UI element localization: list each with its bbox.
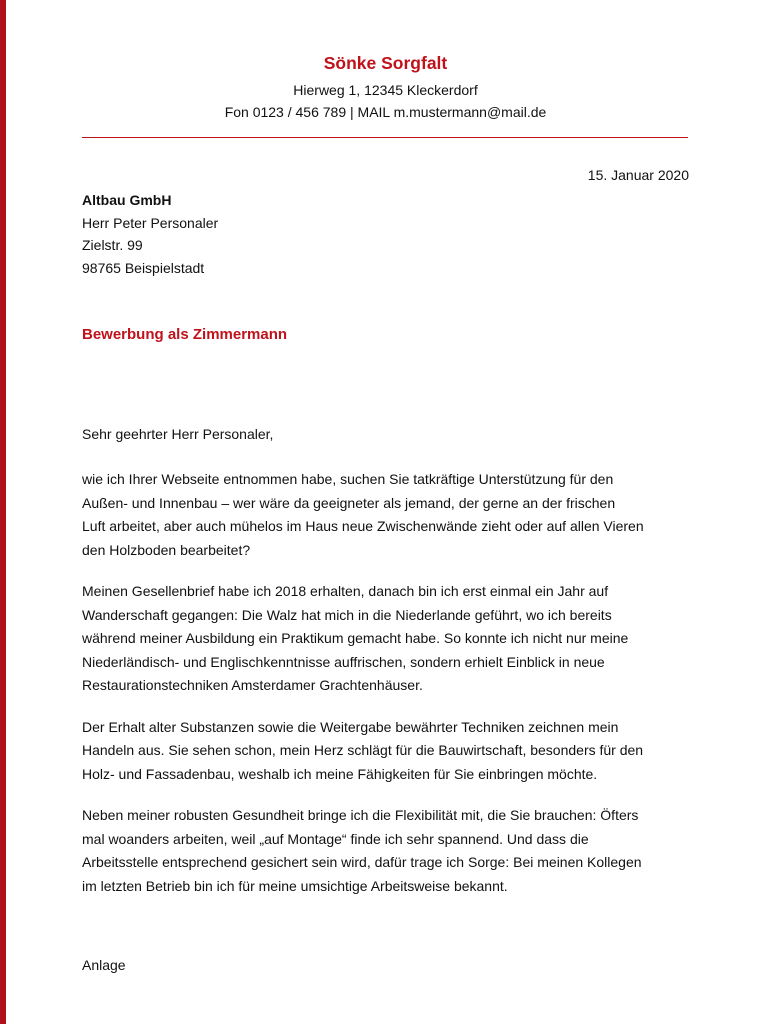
sender-contact: Fon 0123 / 456 789 | MAIL m.mustermann@mail.de (224, 104, 547, 120)
recipient-city: 98765 Beispielstadt (82, 259, 205, 276)
header-divider (82, 137, 688, 138)
letter-date: 15. Januar 2020 (587, 167, 689, 183)
body-paragraph: Der Erhalt alter Substanzen sowie die Weitergabe bewährter Techniken zeichnen mein Handeln aus. Sie sehen schon, mein Herz schlägt für die Bauwirtschaft, besonders für den Holz- und Fassadenbau, weshalb ich meine Fähigkeiten für Sie einbringen möchte. (82, 718, 644, 782)
recipient-street: Zielstr. 99 (82, 237, 143, 253)
sender-name: Sönke Sorgfalt (323, 53, 448, 73)
accent-side-bar (0, 0, 6, 1024)
letter-body (82, 468, 702, 916)
sender-address: Hierweg 1, 12345 Kleckerdorf (293, 82, 478, 98)
salutation: Sehr geehrter Herr Personaler, (82, 426, 274, 442)
body-paragraph: wie ich Ihrer Webseite entnommen habe, suchen Sie tatkräftige Unterstützung für den Außen- und Innenbau – wer wäre da geeigneter als jemand, der gerne an der frischen Luft arbeitet, aber auch mühelos im Haus neue Zwischenwände zieht oder auf allen Vieren den Holzboden bearbeitet? (82, 471, 644, 558)
body-paragraph: Neben meiner robusten Gesundheit bringe ich die Flexibilität mit, die Sie brauchen: Öfters mal woanders arbeiten, weil „auf Montage“ finde ich sehr spannend. Und dass die Arbeitsstelle entsprechend gesichert sein wird, dafür trage ich Sorge: Bei meinen Kollegen im letzten Betrieb bin ich für meine umsichtige Arbeitsweise bekannt. (82, 807, 642, 894)
recipient-block (82, 189, 218, 279)
letter-subject: Bewerbung als Zimmermann (82, 326, 288, 343)
recipient-person: Herr Peter Personaler (82, 214, 219, 231)
enclosure-label: Anlage (82, 957, 126, 973)
recipient-company: Altbau GmbH (82, 192, 172, 208)
body-paragraph: Meinen Gesellenbrief habe ich 2018 erhalten, danach bin ich erst einmal ein Jahr auf Wanderschaft gegangen: Die Walz hat mich in die Niederlande geführt, wo ich bereits während meiner Ausbildung ein Praktikum gemacht habe. So konnte ich nicht nur meine Niederländisch- und Englischkenntnisse auffrischen, sondern erhielt Einblick in neue Restaurationstechniken Amsterdamer Grachtenhäuser. (82, 583, 629, 693)
